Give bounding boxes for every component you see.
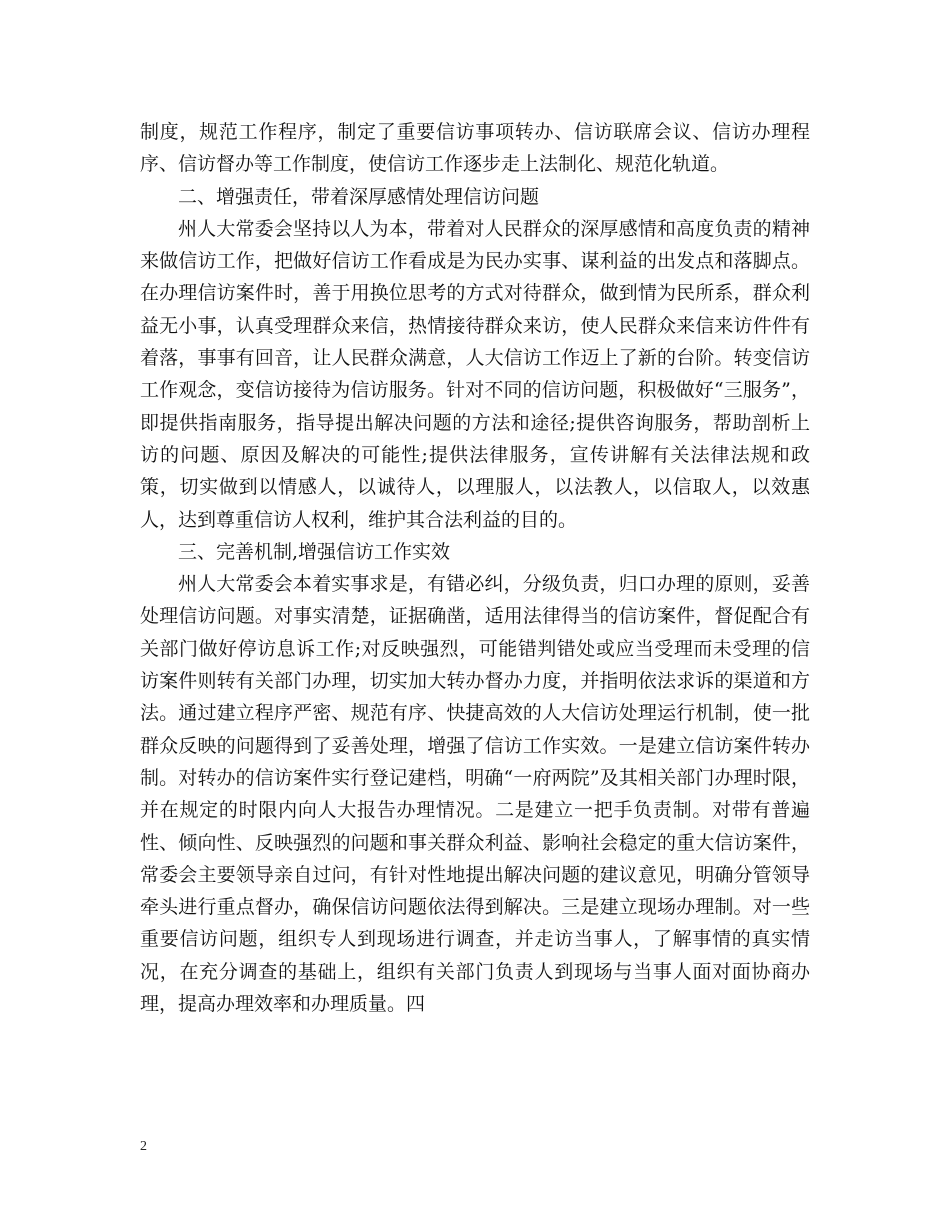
document-body bbox=[140, 116, 810, 1020]
section-heading-2: 二、增强责任，带着深厚感情处理信访问题 bbox=[178, 185, 540, 208]
paragraph-section-2: 州人大常委会坚持以人为本，带着对人民群众的深厚感情和高度负责的精神来做信访工作，把做好信访工作看成是为民办实事、谋利益的出发点和落脚点。在办理信访案件时，善于用换位思考的方式对待群众，做到情为民所系，群众利益无小事，认真受理群众来信，热情接待群众来访，使人民群众来信来访件件有着落，事事有回音，让人民群众满意，人大信访工作迈上了新的台阶。转变信访工作观念，变信访接待为信访服务。针对不同的信访问题，积极做好“三服务”，即提供指南服务，指导提出解决问题的方法和途径;提供咨询服务，帮助剖析上访的问题、原因及解决的可能性;提供法律服务，宣传讲解有关法律法规和政策，切实做到以情感人，以诚待人，以理服人，以法教人，以信取人，以效惠人，达到尊重信访人权利，维护其合法利益的目的。 bbox=[140, 217, 810, 531]
section-heading-3: 三、完善机制,增强信访工作实效 bbox=[178, 540, 451, 563]
paragraph-continuation: 制度，规范工作程序，制定了重要信访事项转办、信访联席会议、信访办理程序、信访督办等工作制度，使信访工作逐步走上法制化、规范化轨道。 bbox=[140, 121, 810, 176]
page-number: 2 bbox=[140, 1139, 147, 1154]
paragraph-section-3: 州人大常委会本着实事求是，有错必纠，分级负责，归口办理的原则，妥善处理信访问题。对事实清楚，证据确凿，适用法律得当的信访案件，督促配合有关部门做好停访息诉工作;对反映强烈，可能错判错处或应当受理而未受理的信访案件则转有关部门办理，切实加大转办督办力度，并指明依法求诉的渠道和方法。通过建立程序严密、规范有序、快捷高效的人大信访处理运行机制，使一批群众反映的问题得到了妥善处理，增强了信访工作实效。一是建立信访案件转办制。对转办的信访案件实行登记建档，明确“一府两院”及其相关部门办理时限，并在规定的时限内向人大报告办理情况。二是建立一把手负责制。对带有普遍性、倾向性、反映强烈的问题和事关群众利益、影响社会稳定的重大信访案件，常委会主要领导亲自过问，有针对性地提出解决问题的建议意见，明确分管领导牵头进行重点督办，确保信访问题依法得到解决。三是建立现场办理制。对一些重要信访问题，组织专人到现场进行调查，并走访当事人，了解事情的真实情况，在充分调查的基础上，组织有关部门负责人到现场与当事人面对面协商办理，提高办理效率和办理质量。四 bbox=[140, 573, 810, 1016]
